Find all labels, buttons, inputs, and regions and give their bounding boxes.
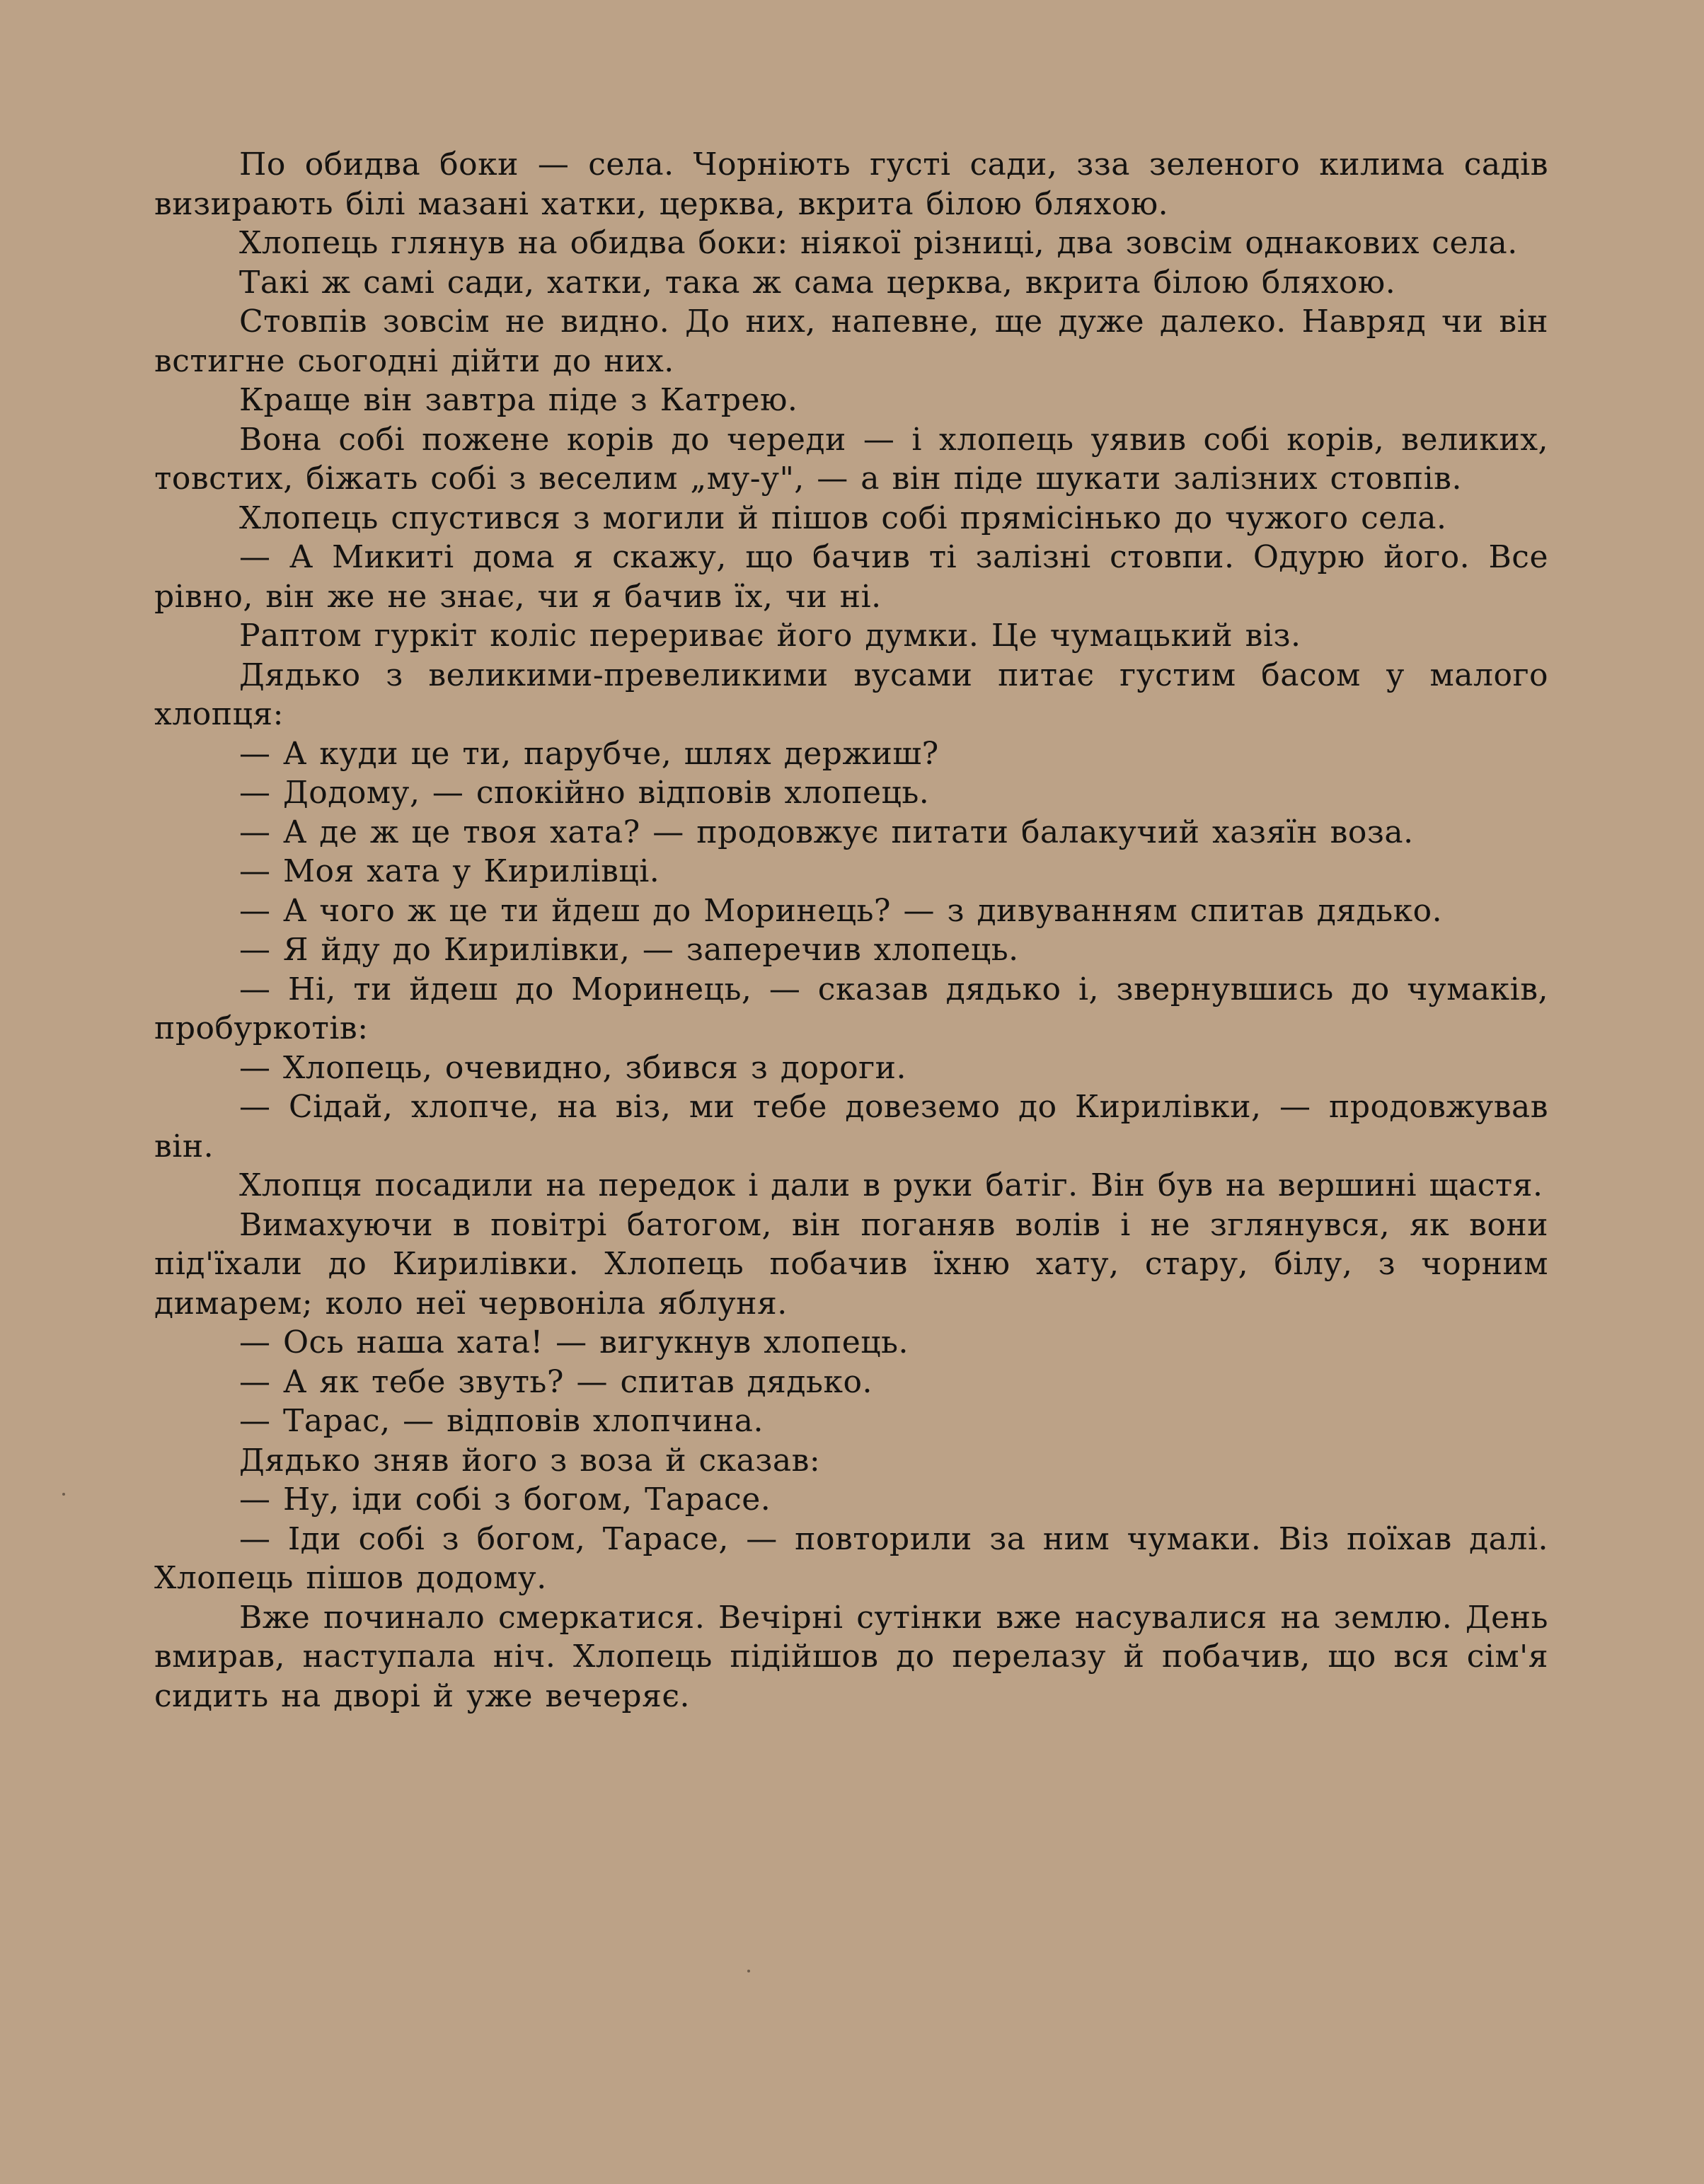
dialogue-line: — Сідай, хлопче, на віз, ми тебе довеземо до Кирилівки, — продовжував він. bbox=[154, 1089, 1548, 1165]
dialogue-line: — Хлопець, очевидно, збився з дороги. bbox=[239, 1049, 906, 1086]
paragraph: Хлопець глянув на обидва боки: ніякої різниці, два зовсім однакових села. bbox=[239, 225, 1518, 261]
paragraph: Стовпів зовсім не видно. До них, напевне, ще дуже далеко. Навряд чи він встигне сьогодні дійти до них. bbox=[154, 304, 1548, 379]
paragraph: — А Микиті дома я скажу, що бачив ті залізні стовпи. Одурю його. Все рівно, він же не знає, чи я бачив їх, чи ні. bbox=[154, 539, 1548, 615]
paragraph: Вже починало смеркатися. Вечірні сутінки вже насувалися на землю. День вмирав, наступала ніч. Хлопець підійшов до перелазу й побачив, що вся сім'я сидить на дворі й уже вечеряє. bbox=[154, 1599, 1548, 1714]
dialogue-line: — Іди собі з богом, Тарасе, — повторили за ним чумаки. Віз поїхав далі. Хлопець пішов додому. bbox=[154, 1520, 1548, 1596]
scan-speck bbox=[62, 1493, 65, 1496]
dialogue-line: — Моя хата у Кирилівці. bbox=[239, 853, 660, 889]
dialogue-line: — Додому, — спокійно відповів хлопець. bbox=[239, 775, 930, 811]
dialogue-line: — А як тебе звуть? — спитав дядько. bbox=[239, 1363, 873, 1400]
dialogue-line: — Я йду до Кирилівки, — заперечив хлопець. bbox=[239, 932, 1019, 968]
paragraph: Хлопця посадили на передок і дали в руки батіг. Він був на вершині щастя. bbox=[239, 1167, 1543, 1203]
dialogue-line: — Ні, ти йдеш до Моринець, — сказав дядько і, звернувшись до чумаків, пробуркотів: bbox=[154, 971, 1548, 1046]
dialogue-line: — Тарас, — відповів хлопчина. bbox=[239, 1403, 764, 1439]
paragraph: Раптом гуркіт коліс перериває його думки. Це чумацький віз. bbox=[239, 618, 1301, 654]
paragraph: Хлопець спустився з могили й пішов собі прямісінько до чужого села. bbox=[239, 499, 1447, 536]
paragraph: Вимахуючи в повітрі батогом, він поганяв волів і не зглянувся, як вони під'їхали до Кирилівки. Хлопець побачив їхню хату, стару, білу, з чорним димарем; коло неї червоніла яблуня. bbox=[154, 1206, 1548, 1322]
paragraph: Такі ж самі сади, хатки, така ж сама церква, вкрита білою бляхою. bbox=[239, 264, 1396, 301]
page-text bbox=[154, 145, 1548, 1716]
paragraph: Дядько зняв його з воза й сказав: bbox=[239, 1442, 821, 1479]
dialogue-line: — Ну, іди собі з богом, Тарасе. bbox=[239, 1481, 771, 1518]
dialogue-line: — А де ж це твоя хата? — продовжує питати балакучий хазяїн воза. bbox=[239, 814, 1414, 850]
scan-speck bbox=[747, 1970, 750, 1972]
paragraph: По обидва боки — села. Чорніють густі сади, зза зеленого килима садів визирають білі мазані хатки, церква, вкрита білою бляхою. bbox=[154, 146, 1548, 222]
dialogue-line: — А куди це ти, парубче, шлях держиш? bbox=[239, 735, 939, 772]
dialogue-line: — А чого ж це ти йдеш до Моринець? — з дивуванням спитав дядько. bbox=[239, 892, 1443, 929]
dialogue-line: — Ось наша хата! — вигукнув хлопець. bbox=[239, 1324, 909, 1360]
paragraph: Вона собі пожене корів до череди — і хлопець уявив собі корів, великих, товстих, біжать собі з веселим „му-у", — а він піде шукати залізних стовпів. bbox=[154, 421, 1548, 497]
paragraph: Дядько з великими-превеликими вусами питає густим басом у малого хлопця: bbox=[154, 657, 1548, 732]
paragraph: Краще він завтра піде з Катрею. bbox=[239, 382, 798, 418]
